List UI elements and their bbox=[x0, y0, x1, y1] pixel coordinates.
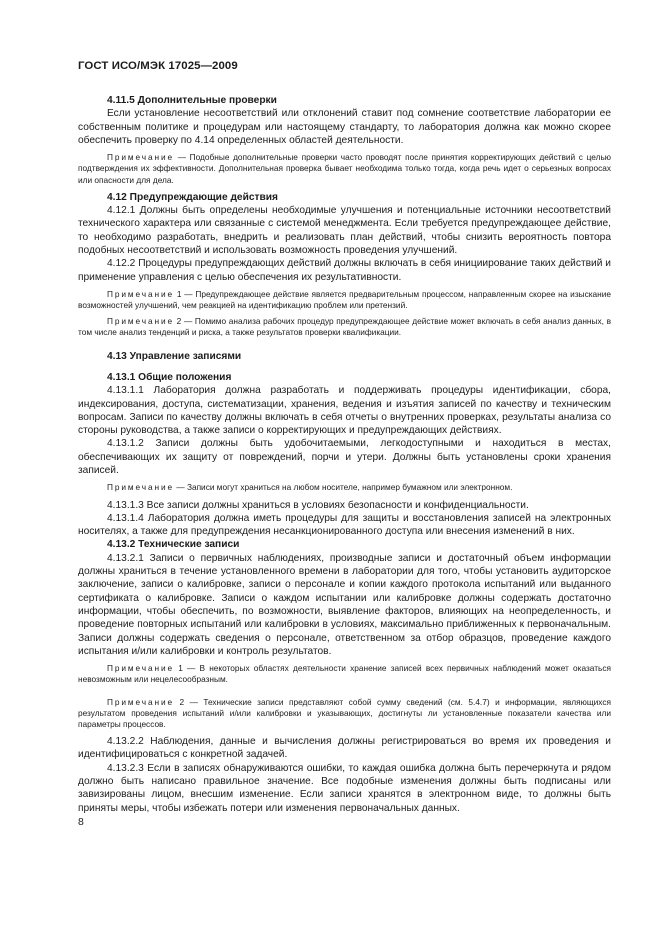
note-4-11-5 bbox=[78, 152, 611, 186]
document-header: ГОСТ ИСО/МЭК 17025—2009 bbox=[78, 60, 238, 72]
note-label: Примечание bbox=[107, 663, 175, 674]
heading-4-13-1: 4.13.1 Общие положения bbox=[107, 371, 232, 383]
note-4-12-2 bbox=[78, 316, 611, 338]
page-number: 8 bbox=[78, 816, 84, 828]
note-label: Примечание bbox=[107, 696, 175, 707]
heading-4-12: 4.12 Предупреждающие действия bbox=[107, 191, 278, 203]
heading-4-13-2: 4.13.2 Технические записи bbox=[107, 539, 240, 551]
paragraph-4-13-2-2: 4.13.2.2 Наблюдения, данные и вычисления должны регистрироваться во время их проведения и идентифицироваться с конкретной задачей. bbox=[78, 736, 611, 761]
paragraph-4-13-1-3: 4.13.1.3 Все записи должны храниться в условиях безопасности и конфиденциальности. bbox=[107, 499, 529, 511]
paragraph-4-13-1-4: 4.13.1.4 Лаборатория должна иметь процедуры для защиты и восстановления записей на электронных носителях, а также для предупреждения несанкционированного доступа или внесения изменений в них. bbox=[78, 512, 611, 538]
note-4-13-1-2 bbox=[78, 482, 611, 493]
note-label: Примечание bbox=[107, 482, 175, 493]
paragraph-4-12-2: 4.12.2 Процедуры предупреждающих действий должны включать в себя инициирование таких действий и применение управления с целью обеспечения их результативности. bbox=[78, 258, 611, 283]
heading-4-13: 4.13 Управление записями bbox=[107, 350, 242, 362]
note-text: 1 — В некоторых областях деятельности хранение записей всех первичных наблюдений может оказаться невозможным или нецелесообразным. bbox=[78, 663, 611, 685]
paragraph-4-11-5: Если установление несоответствий или отклонений ставит под сомнение соответствие лаборатории ее собственным политике и процедурам или настоящему стандарту, то лаборатория должна как можно скорее обеспечить проверку по 4.14 определенных областей деятельности. bbox=[78, 108, 611, 146]
note-4-13-2-1-2 bbox=[78, 697, 611, 731]
note-label: Примечание bbox=[107, 316, 175, 327]
heading-4-11-5: 4.11.5 Дополнительные проверки bbox=[107, 95, 277, 106]
paragraph-4-12-1: 4.12.1 Должны быть определены необходимые улучшения и потенциальные источники несоответствий технического характера или связанные с системой менеджмента. Если требуется предупреждающее действие, то необходимо разработать, внедрить и реализовать план действий, чтобы снизить вероятность повтора подобных несоответствий и использовать возможность проведения улучшений. bbox=[78, 205, 611, 256]
note-label: Примечание bbox=[107, 152, 175, 163]
note-text: 2 — Технические записи представляют собой сумму сведений (см. 5.4.7) и информации, являющихся результатом проведения испытаний и/или калибровки и указывающих, достигнуты ли установленные показатели качества или параметры процессов. bbox=[78, 696, 611, 729]
note-label: Примечание bbox=[107, 288, 175, 299]
paragraph-4-13-1-2: 4.13.1.2 Записи должны быть удобочитаемыми, легкодоступными и находиться в местах, обеспечивающих их защиту от повреждений, порчи и утери. Должны быть установлены сроки хранения записей. bbox=[78, 438, 611, 477]
paragraph-4-13-1-1: 4.13.1.1 Лаборатория должна разработать и поддерживать процедуры идентификации, сбора, индексирования, доступа, систематизации, хранения, ведения и изъятия записей по качеству и техническим вопросам. Записи по качеству должны включать в себя отчеты о внутренних проверках, результаты анализа со стороны руководства, а также записи о корректирующих и предупреждающих действиях. bbox=[78, 385, 611, 437]
note-text: — Подобные дополнительные проверки часто проводят после принятия корректирующих действий с целью подтверждения их эффективности. Дополнительная проверка бывает необходима только тогда, когда речь идет о серьезных вопросах или опасности для дела. bbox=[78, 152, 611, 185]
note-text: 1 — Предупреждающее действие является предварительным процессом, направленным скорее на изыскание возможностей улучшений, чем реакцией на идентификацию проблем или претензий. bbox=[78, 288, 611, 311]
note-4-13-2-1-1 bbox=[78, 663, 611, 685]
note-text: 2 — Помимо анализа рабочих процедур предупреждающее действие может включать в себя анализ данных, в том числе анализ тенденций и риска, а также результатов проверки квалификации. bbox=[78, 316, 611, 338]
paragraph-4-13-2-1: 4.13.2.1 Записи о первичных наблюдениях, производные записи и достаточный объем информации должны храниться в течение установленного времени в лаборатории для того, чтобы установить аудиторское заключение, записи о калибровке, записи о персонале и копии каждого протокола испытаний или выданного сертификата о калибровке. Записи о каждом испытании или калибровке должны содержать достаточно информации, чтобы обеспечить, по возможности, выявление факторов, влияющих на неопределенность, и проведение повторных испытаний или калибровки в условиях, максимально приближенных к первоначальным. Записи должны содержать сведения о персонале, ответственном за отбор образцов, проведение каждого испытания и/или калибровки и контроль результатов. bbox=[78, 552, 611, 657]
document-body bbox=[78, 94, 611, 815]
note-text: — Записи могут храниться на любом носителе, например бумажном или электронном. bbox=[174, 482, 513, 493]
note-4-12-1 bbox=[78, 289, 611, 311]
paragraph-4-13-2-3: 4.13.2.3 Если в записях обнаруживаются ошибки, то каждая ошибка должна быть перечеркнута и рядом должно быть написано правильное значение. Все подобные изменения должны быть подписаны или завизированы лицом, внесшим изменение. Если записи хранятся в электронном виде, то должны быть приняты меры, чтобы избежать потери или изменения первоначальных данных. bbox=[78, 762, 611, 814]
